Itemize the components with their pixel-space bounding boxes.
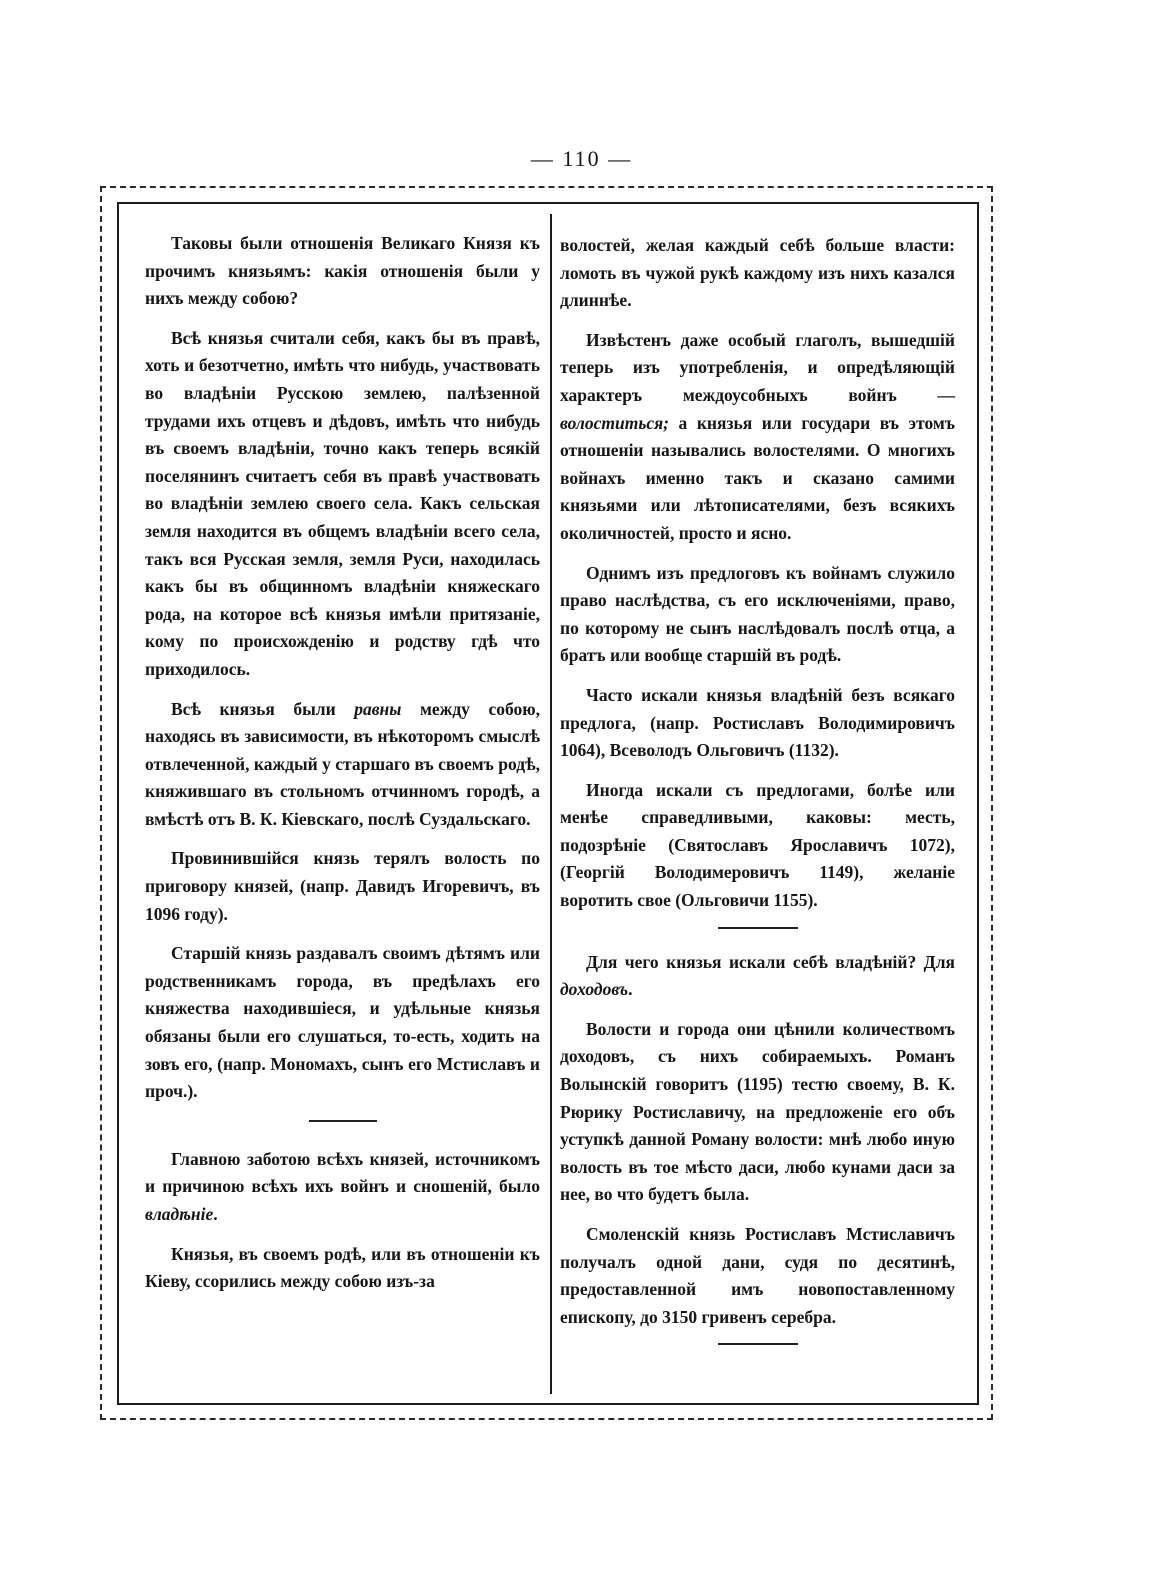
- paragraph: Для чего князья искали себѣ владѣній? Для доходовъ.: [560, 951, 955, 1000]
- section-separator: [309, 1120, 377, 1122]
- paragraph: Извѣстенъ даже особый глаголъ, вышедшій теперь изъ употребленія, и опредѣляющій характеръ междоусобныхъ войнъ — волоститься; а князья или государи въ этомъ отношеніи назывались волостелями. О многихъ войнахъ именно такъ и сказано самими князьями или лѣтописателями, безъ всякихъ околичностей, просто и ясно.: [560, 329, 955, 543]
- section-separator: [718, 1343, 798, 1345]
- emphasis: волоститься;: [560, 412, 669, 433]
- emphasis: доходовъ: [560, 979, 629, 1000]
- paragraph: Таковы были отношенія Великаго Князя къ прочимъ князьямъ: какія отношенія были у нихъ между собою?: [145, 233, 540, 309]
- left-column: [145, 230, 540, 1308]
- emphasis: равны: [354, 698, 402, 719]
- paragraph: Провинившійся князь терялъ волость по приговору князей, (напр. Давидъ Игоревичъ, въ 1096 году).: [145, 848, 540, 924]
- paragraph: Всѣ князья были равны между собою, находясь въ зависимости, въ нѣкоторомъ смыслѣ отвлеченной, каждый у старшаго въ своемъ родѣ, княжившаго въ стольномъ отчинномъ городѣ, а вмѣстѣ отъ В. К. Кіевскаго, послѣ Суздальскаго.: [145, 698, 540, 829]
- section-separator: [718, 927, 798, 929]
- paragraph: Иногда искали съ предлогами, болѣе или менѣе справедливыми, каковы: месть, подозрѣніе (Святославъ Ярославичъ 1072), (Георгій Володимеровичъ 1149), желаніе воротить свое (Ольговичи 1155).: [560, 779, 955, 911]
- emphasis: владѣніе: [145, 1204, 214, 1224]
- paragraph: Главною заботою всѣхъ князей, источникомъ и причиною всѣхъ ихъ войнъ и сношеній, было владѣніе.: [145, 1148, 540, 1224]
- paragraph: Часто искали князья владѣній безъ всякаго предлога, (напр. Ростиславъ Володимировичъ 1064), Всеволодъ Ольговичъ (1132).: [560, 684, 955, 761]
- column-divider: [550, 214, 552, 1394]
- paragraph: Старшій князь раздавалъ своимъ дѣтямъ или родственникамъ города, въ предѣлахъ его княжества находившіеся, и удѣльные князья обязаны были его слушаться, то-есть, ходить на зовъ его, (напр. Мономахъ, сынъ его Мстиславъ и проч.).: [145, 943, 540, 1102]
- right-column: [560, 232, 955, 1365]
- paragraph: Смоленскій князь Ростиславъ Мстиславичъ получалъ одной дани, судя по десятинѣ, предоставленной имъ новопоставленному епископу, до 3150 гривенъ серебра.: [560, 1224, 955, 1327]
- paragraph: Волости и города они цѣнили количествомъ доходовъ, съ нихъ собираемыхъ. Романъ Волынскій говоритъ (1195) тестю своему, В. К. Рюрику Ростиславичу, на предложеніе его объ уступкѣ данной Роману волости: мнѣ любо иную волость въ тое мѣсто даси, любо кунами даси за нее, во что будетъ была.: [560, 1018, 955, 1205]
- page-number: — 110 —: [530, 146, 633, 171]
- paragraph: Всѣ князья считали себя, какъ бы въ правѣ, хоть и безотчетно, имѣть что нибудь, участвовать во владѣніи Русскою землею, палѣзенной трудами ихъ отцевъ и дѣдовъ, имѣть что нибудь въ своемъ владѣніи, точно какъ теперь всякій поселянинъ считаетъ себя въ правѣ участвовать во владѣніи землею своего села. Какъ сельская земля находится въ общемъ владѣніи всего села, такъ вся Русская земля, земля Руси, находилась какъ бы въ общинномъ владѣніи княжескаго рода, на которое всѣ князья имѣли притязаніе, кому по происхожденію и родству гдѣ что приходилось.: [145, 327, 540, 679]
- paragraph-continuation: волостей, желая каждый себѣ больше власти: ломоть въ чужой рукѣ каждому изъ нихъ казался длиннѣе.: [560, 235, 955, 311]
- paragraph: Князья, въ своемъ родѣ, или въ отношеніи къ Кіеву, ссорились между собою изъ-за: [145, 1243, 540, 1292]
- paragraph: Однимъ изъ предлоговъ къ войнамъ служило право наслѣдства, съ его исключеніями, право, по которому не сынъ наслѣдовалъ послѣ отца, а братъ или вообще старшій въ родѣ.: [560, 562, 955, 666]
